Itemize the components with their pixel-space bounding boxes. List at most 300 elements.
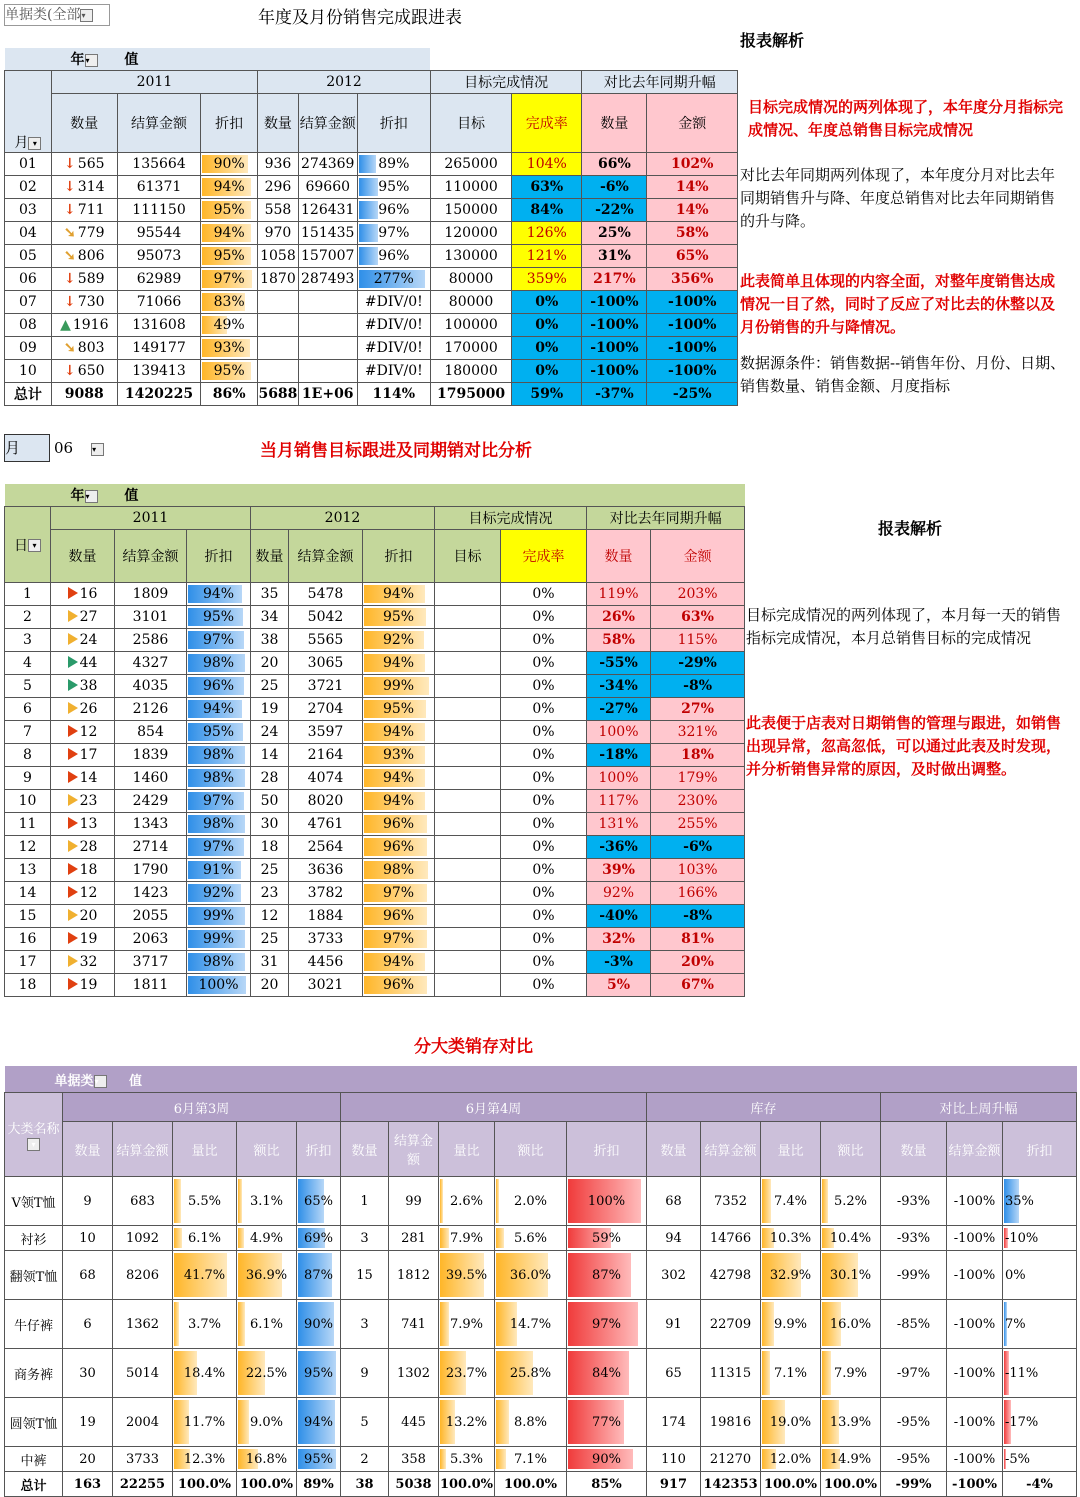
rate-cell-text: 0% (535, 317, 559, 333)
day-cell (5, 974, 51, 997)
note-2b: 此表便于店表对日期销售的管理与跟进，如销售出现异常，忽高忽低，可以通过此表及时发现，并分析销售异常的原因，及时做出调整。 (746, 714, 1062, 778)
discount-cell (187, 813, 251, 836)
week3-header: 6月第3周 (63, 1093, 341, 1122)
amount-2012-cell-text: 157007 (301, 248, 355, 264)
discount-cell-text: 94% (213, 225, 245, 241)
month-cell-text: 07 (18, 294, 37, 310)
qty-2012-cell (251, 721, 289, 744)
discount-cell-text: 92% (202, 885, 235, 901)
rate-cell (501, 905, 587, 928)
col-dd-text: 折扣 (1026, 1143, 1053, 1159)
target-cell-text: 150000 (444, 202, 498, 218)
target-cell-text: 170000 (444, 340, 498, 356)
day-cell-text: 8 (23, 747, 32, 763)
discount-2012-cell (363, 583, 435, 606)
discount-cell (201, 222, 258, 245)
value-cell (881, 1472, 947, 1497)
value-cell-text: 2004 (125, 1414, 160, 1430)
ratio-cell (173, 1177, 237, 1226)
day-cell-text: 6 (23, 701, 32, 717)
discount-cell-text: 99% (202, 931, 235, 947)
filter-icon[interactable]: ▾ (94, 1075, 107, 1088)
discount-2012-cell-text: 96% (382, 908, 415, 924)
table-row (5, 245, 738, 268)
table-row (5, 291, 738, 314)
corner-value: 值 (129, 1073, 143, 1089)
category-cell (5, 1251, 63, 1300)
day-cell (5, 583, 51, 606)
yoy-qty-cell-text: -100% (590, 363, 639, 379)
year-2012-header: 2012 (251, 507, 435, 530)
week4-header: 6月第4周 (341, 1093, 647, 1122)
discount-cell (567, 1447, 647, 1472)
discount-2012-cell-text: 92% (382, 632, 415, 648)
flag-icon (68, 817, 78, 829)
value-cell (113, 1472, 173, 1497)
value-cell-text: 11315 (709, 1365, 752, 1381)
amount-cell (117, 153, 200, 176)
ratio-cell-text: 36.0% (509, 1267, 552, 1283)
flag-icon (68, 771, 78, 783)
value-cell-text: -100% (953, 1451, 996, 1467)
wow-discount-cell (1003, 1447, 1077, 1472)
qty-2012-cell (251, 790, 289, 813)
ratio-cell (495, 1398, 567, 1447)
wow-discount-text: 0% (1005, 1267, 1026, 1283)
amount-cell-text: 62989 (136, 271, 182, 287)
value-cell (439, 1472, 495, 1497)
rate-cell (501, 974, 587, 997)
ratio-cell-text: 3.7% (187, 1316, 222, 1332)
discount-2012-cell (363, 629, 435, 652)
table-row (5, 928, 745, 951)
filter-icon[interactable]: ▾ (28, 539, 41, 552)
rate-cell-text: 0% (535, 294, 559, 310)
col-qty: 数量 (51, 530, 115, 583)
amount-cell-text: 1460 (132, 770, 169, 786)
corner-value: 值 (124, 488, 139, 504)
value-cell (341, 1398, 389, 1447)
month-cell (5, 153, 52, 176)
yoy-amount-cell (647, 176, 738, 199)
ratio-cell (173, 1300, 237, 1349)
total-qty-2012-text: 5688 (258, 386, 298, 402)
ratio-cell (237, 1300, 297, 1349)
yoy-amount-cell-text: -29% (678, 655, 717, 671)
wow-discount-text: -11% (1005, 1365, 1039, 1381)
amount-2012-cell (289, 744, 363, 767)
target-cell (430, 337, 511, 360)
discount-cell-text: 65% (304, 1193, 333, 1209)
qty-cell (51, 291, 117, 314)
amount-cell (117, 245, 200, 268)
yoy-qty-cell-text: 5% (606, 977, 631, 993)
rate-cell-text: 0% (532, 954, 555, 970)
value-cell-text: -100% (952, 1476, 997, 1492)
qty-cell (51, 974, 115, 997)
yoy-amount-cell-text: -6% (683, 839, 712, 855)
yoy-amount-cell (651, 928, 745, 951)
amount-cell (117, 222, 200, 245)
col-ar3 (821, 1122, 881, 1177)
rate-cell-text: 126% (526, 225, 567, 241)
value-cell-text: -4% (1026, 1476, 1053, 1492)
amount-2012-cell (289, 905, 363, 928)
yoy-amount-cell (647, 199, 738, 222)
yoy-amount-cell (651, 583, 745, 606)
target-cell (435, 813, 501, 836)
month-cell-text: 09 (18, 340, 37, 356)
day-cell-text: 11 (18, 816, 37, 832)
flag-icon (68, 633, 78, 645)
rate-cell-text: 0% (532, 724, 555, 740)
discount-2012-cell-text: 94% (382, 724, 415, 740)
month-filter[interactable] (4, 434, 108, 460)
wow-discount-cell (1003, 1177, 1077, 1226)
table-row (5, 813, 745, 836)
flag-icon (68, 863, 78, 875)
ratio-cell (439, 1177, 495, 1226)
yoy-qty-cell (582, 268, 647, 291)
yoy-amount-cell (647, 360, 738, 383)
flag-icon (68, 955, 78, 967)
value-cell-text: 741 (401, 1316, 426, 1332)
col-da (947, 1122, 1003, 1177)
amount-cell (115, 629, 187, 652)
value-cell (947, 1447, 1003, 1472)
ratio-cell (761, 1251, 821, 1300)
target-cell-text: 100000 (444, 317, 498, 333)
col-qty (63, 1122, 113, 1177)
value-cell (389, 1251, 439, 1300)
discount-cell (297, 1398, 341, 1447)
ratio-cell-text: 14.9% (829, 1451, 872, 1467)
ratio-cell-text: 12.0% (769, 1451, 812, 1467)
rate-cell (501, 629, 587, 652)
discount-2012-cell (357, 291, 430, 314)
qty-2012-cell-text: 19 (260, 701, 279, 717)
table-row (5, 859, 745, 882)
target-cell (430, 153, 511, 176)
value-cell (647, 1472, 701, 1497)
qty-text: 806 (77, 248, 105, 264)
yoy-qty-cell-text: 131% (598, 816, 639, 832)
qty-cell (51, 698, 115, 721)
discount-cell (297, 1177, 341, 1226)
value-cell-text: -93% (896, 1230, 931, 1246)
target-cell (435, 652, 501, 675)
discount-2012-cell (357, 268, 430, 291)
ratio-cell-text: 10.4% (829, 1230, 872, 1246)
ratio-cell (495, 1349, 567, 1398)
yoy-amount-cell (647, 291, 738, 314)
yoy-qty-cell-text: -100% (590, 294, 639, 310)
qty-cell (51, 813, 115, 836)
value-cell (341, 1472, 389, 1497)
amount-cell-text: 95073 (136, 248, 182, 264)
discount-2012-cell-text: 94% (382, 793, 415, 809)
month-cell-text: 02 (18, 179, 37, 195)
discount-2012-cell-text: 96% (382, 839, 415, 855)
value-cell-text: 917 (659, 1476, 688, 1492)
amount-cell (115, 721, 187, 744)
flag-icon (68, 679, 78, 691)
value-cell (113, 1300, 173, 1349)
qty-cell (51, 859, 115, 882)
filter-icon[interactable]: ▾ (85, 490, 98, 503)
discount-cell-text: 94% (202, 586, 235, 602)
qty-2012-cell-text: 1870 (260, 271, 296, 287)
qty-text: 565 (77, 156, 105, 172)
day-header[interactable]: 日 ▾ (5, 507, 51, 583)
value-cell (881, 1447, 947, 1472)
total-amount (117, 383, 200, 406)
wow-discount-text: 7% (1005, 1316, 1026, 1332)
discount-cell (187, 606, 251, 629)
amount-cell-text: 3717 (132, 954, 169, 970)
amount-2012-cell (289, 974, 363, 997)
ratio-cell-text: 7.9% (449, 1230, 484, 1246)
amount-2012-cell-text: 8020 (307, 793, 344, 809)
amount-cell (115, 928, 187, 951)
ratio-cell-text: 4.9% (249, 1230, 284, 1246)
ratio-cell (821, 1398, 881, 1447)
month-cell-text: 01 (18, 156, 37, 172)
amount-cell (115, 836, 187, 859)
table-row (5, 1349, 1077, 1398)
day-cell (5, 790, 51, 813)
section-title-3: 分大类销存对比 (414, 1037, 533, 1057)
yoy-amount-cell-text: -100% (668, 294, 717, 310)
month-filter-label: 月 (4, 434, 50, 462)
col-disc2 (567, 1122, 647, 1177)
value-cell-text: 85% (591, 1476, 622, 1492)
ratio-cell-text: 41.7% (183, 1267, 226, 1283)
category-table (4, 1066, 1077, 1497)
value-cell-text: 3733 (125, 1451, 160, 1467)
table-row (5, 268, 738, 291)
month-cell-text: 03 (18, 202, 37, 218)
ratio-cell-text: 19.0% (769, 1414, 812, 1430)
amount-2012-cell-text: 4761 (307, 816, 344, 832)
amount-2012-cell (289, 859, 363, 882)
table-row (5, 629, 745, 652)
yoy-amount-cell-text: 20% (681, 954, 714, 970)
down-arrow-icon: ↓ (64, 179, 76, 195)
yoy-qty-cell-text: -18% (599, 747, 638, 763)
value-cell-text: 683 (130, 1193, 155, 1209)
qty-cell (51, 928, 115, 951)
amount-2012-cell-text: 2164 (307, 747, 344, 763)
rate-cell-text: 0% (535, 363, 559, 379)
value-cell (113, 1226, 173, 1251)
discount-2012-cell (363, 652, 435, 675)
rate-cell-text: 0% (532, 747, 555, 763)
rate-cell (501, 606, 587, 629)
discount-2012-cell (357, 153, 430, 176)
qty-text: 14 (79, 770, 98, 786)
qty-2012-cell-text: 50 (260, 793, 279, 809)
target-cell (430, 268, 511, 291)
category-cell (5, 1472, 63, 1497)
ratio-cell (821, 1251, 881, 1300)
discount-cell-text: 94% (304, 1414, 333, 1430)
amount-cell-text: 95544 (136, 225, 182, 241)
rate-cell-text: 121% (526, 248, 567, 264)
wow-discount-text: -10% (1005, 1230, 1039, 1246)
discount-cell (567, 1398, 647, 1447)
col-qr-text: 量比 (191, 1143, 218, 1159)
rate-cell (501, 813, 587, 836)
value-cell-text: 10 (79, 1230, 96, 1246)
qty-2012-cell-text: 25 (260, 862, 279, 878)
yoy-qty-cell-text: 26% (602, 609, 635, 625)
value-cell-text: 42798 (709, 1267, 752, 1283)
value-cell-text: 174 (661, 1414, 686, 1430)
qty-2012-cell (251, 836, 289, 859)
category-cell (5, 1300, 63, 1349)
qty-text: 27 (79, 609, 98, 625)
value-cell (389, 1226, 439, 1251)
day-cell (5, 905, 51, 928)
rate-cell (512, 153, 582, 176)
table-row (5, 606, 745, 629)
filter-icon[interactable]: ▾ (85, 54, 98, 67)
yoy-qty-cell-text: -22% (595, 202, 634, 218)
qty-2012-cell-text: 558 (264, 202, 292, 218)
day-cell-text: 14 (18, 885, 37, 901)
yoy-qty-cell (587, 744, 651, 767)
rate-cell-text: 84% (530, 202, 564, 218)
value-cell-text: 9 (360, 1365, 369, 1381)
value-cell (647, 1251, 701, 1300)
rate-cell (501, 721, 587, 744)
yoy-amount-cell (651, 721, 745, 744)
ratio-cell (173, 1349, 237, 1398)
month-header[interactable]: 月 ▾ (5, 71, 52, 153)
qty-text: 24 (79, 632, 98, 648)
day-cell-text: 2 (23, 609, 32, 625)
yoy-qty-cell (582, 176, 647, 199)
ratio-cell-text: 32.9% (769, 1267, 812, 1283)
amount-cell (115, 951, 187, 974)
filter-icon[interactable]: ▾ (91, 443, 104, 456)
target-cell-text: 130000 (444, 248, 498, 264)
yoy-qty-cell (587, 583, 651, 606)
discount-cell (567, 1226, 647, 1251)
yoy-amount-cell-text: 58% (675, 225, 709, 241)
col-yoy-qty: 数量 (582, 94, 647, 153)
amount-2012-cell (289, 606, 363, 629)
amount-2012-cell (298, 337, 357, 360)
target-cell (435, 974, 501, 997)
qty-text: 44 (79, 655, 98, 671)
qty-2012-cell (251, 951, 289, 974)
col-da-text: 结算金额 (948, 1143, 1001, 1159)
discount-cell (297, 1300, 341, 1349)
amount-cell-text: 61371 (136, 179, 182, 195)
qty-text: 17 (79, 747, 98, 763)
ratio-cell-bar (496, 1228, 504, 1248)
total-discount-text: 86% (212, 386, 246, 402)
yoy-qty-cell-text: 117% (598, 793, 639, 809)
discount-cell (567, 1177, 647, 1226)
day-cell (5, 813, 51, 836)
col-discount-2012: 折扣 (357, 94, 430, 153)
table-row (5, 1226, 1077, 1251)
col-qty: 数量 (51, 94, 117, 153)
qty-cell (51, 767, 115, 790)
yoy-amount-cell (651, 813, 745, 836)
value-cell (881, 1349, 947, 1398)
table-row (5, 882, 745, 905)
target-header: 目标完成情况 (430, 71, 581, 94)
dropdown-icon[interactable]: ▾ (80, 9, 93, 22)
day-cell (5, 606, 51, 629)
value-cell-text: 65 (665, 1365, 682, 1381)
discount-cell-text: 94% (202, 701, 235, 717)
category-header[interactable]: 大类名称▾ (5, 1093, 63, 1177)
category-cell (5, 1349, 63, 1398)
ratio-cell-text: 3.1% (249, 1193, 284, 1209)
discount-2012-cell (363, 836, 435, 859)
qty-text: 28 (79, 839, 98, 855)
qty-text: 19 (79, 977, 98, 993)
qty-2012-cell (251, 675, 289, 698)
discount-cell-text: 59% (592, 1230, 621, 1246)
month-cell-text: 04 (18, 225, 37, 241)
filter-icon[interactable]: ▾ (27, 1138, 40, 1151)
value-cell (647, 1226, 701, 1251)
rate-cell (501, 583, 587, 606)
top-filter[interactable] (4, 4, 110, 26)
value-cell-text: 1362 (125, 1316, 160, 1332)
ratio-cell-text: 30.1% (829, 1267, 872, 1283)
discount-2012-cell (363, 905, 435, 928)
category-cell-text: 商务裤 (13, 1367, 53, 1383)
yoy-amount-cell (651, 790, 745, 813)
qty-text: 19 (79, 931, 98, 947)
corner-year: 年 (70, 488, 85, 504)
amount-cell-text: 2055 (132, 908, 169, 924)
col-qr3 (761, 1122, 821, 1177)
value-cell-text: 100.0% (763, 1476, 818, 1492)
analysis-heading-1: 报表解析 (740, 31, 805, 50)
value-cell-text: 91 (665, 1316, 682, 1332)
table-row (5, 767, 745, 790)
month-cell (5, 360, 52, 383)
ratio-cell-text: 23.7% (445, 1365, 488, 1381)
amount-2012-cell (298, 291, 357, 314)
amount-2012-cell (298, 360, 357, 383)
discount-cell-text: 84% (592, 1365, 621, 1381)
filter-icon[interactable]: ▾ (28, 137, 41, 150)
col-target: 目标 (430, 94, 511, 153)
discount-cell (201, 199, 258, 222)
discount-cell-text: 98% (202, 954, 235, 970)
amount-cell-text: 1790 (132, 862, 169, 878)
yoy-qty-cell (587, 928, 651, 951)
month-cell-text: 10 (18, 363, 37, 379)
amount-2012-cell (289, 951, 363, 974)
rate-cell (512, 176, 582, 199)
col-ar (237, 1122, 297, 1177)
discount-cell (187, 836, 251, 859)
year-2011-header: 2011 (51, 507, 251, 530)
corner-year: 年 (70, 52, 85, 68)
yoy-amount-cell (651, 744, 745, 767)
value-cell (341, 1300, 389, 1349)
